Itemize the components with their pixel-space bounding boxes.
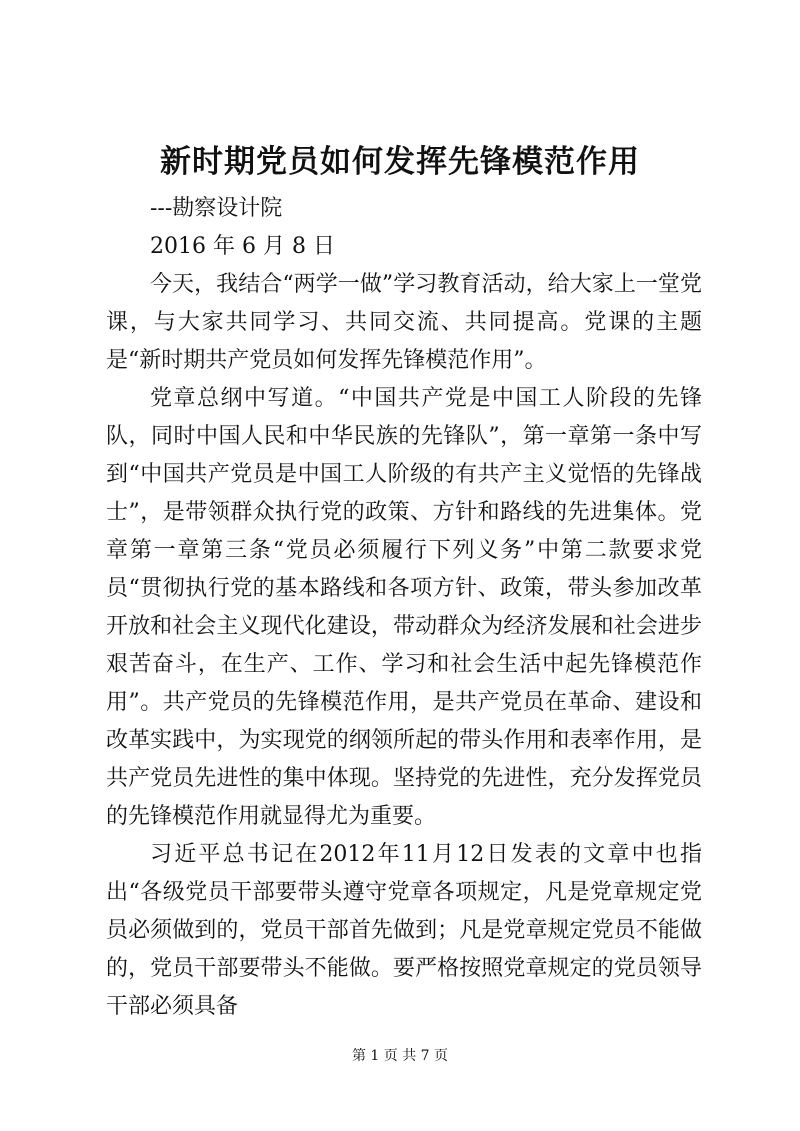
date-line: 2016 年 6 月 8 日 <box>150 234 335 259</box>
author-line: ---勘察设计院 <box>150 196 283 221</box>
document-title: 新时期党员如何发挥先锋模范作用 <box>160 144 640 180</box>
page-footer: 第 1 页 共 7 页 <box>351 1048 449 1064</box>
document-body <box>106 190 702 1026</box>
paragraph: 党章总纲中写道。“中国共产党是中国工人阶段的先锋队，同时中国人民和中华民族的先锋队”，第一章第一条中写到“中国共产党员是中国工人阶级的有共产主义觉悟的先锋战士”，是带领群众执行党的政策、方针和路线的先进集体。党章第一章第三条“党员必须履行下列义务”中第二款要求党员“贯彻执行党的基本路线和各项方针、政策，带头参加改革开放和社会主义现代化建设，带动群众为经济发展和社会进步艰苦奋斗，在生产、工作、学习和社会生活中起先锋模范作用”。共产党员的先锋模范作用，是共产党员在革命、建设和改革实践中，为实现党的纲领所起的带头作用和表率作用，是共产党员先进性的集中体现。坚持党的先进性，充分发挥党员的先锋模范作用就显得尤为重要。 <box>106 386 702 829</box>
paragraph: 今天，我结合“两学一做”学习教育活动，给大家上一堂党课，与大家共同学习、共同交流、共同提高。党课的主题是“新时期共产党员如何发挥先锋模范作用”。 <box>106 272 702 373</box>
paragraph: 习近平总书记在2012年11月12日发表的文章中也指出“各级党员干部要带头遵守党章各项规定，凡是党章规定党员必须做到的，党员干部首先做到；凡是党章规定党员不能做的，党员干部要带头不能做。要严格按照党章规定的党员领导干部必须具备 <box>106 842 702 1019</box>
